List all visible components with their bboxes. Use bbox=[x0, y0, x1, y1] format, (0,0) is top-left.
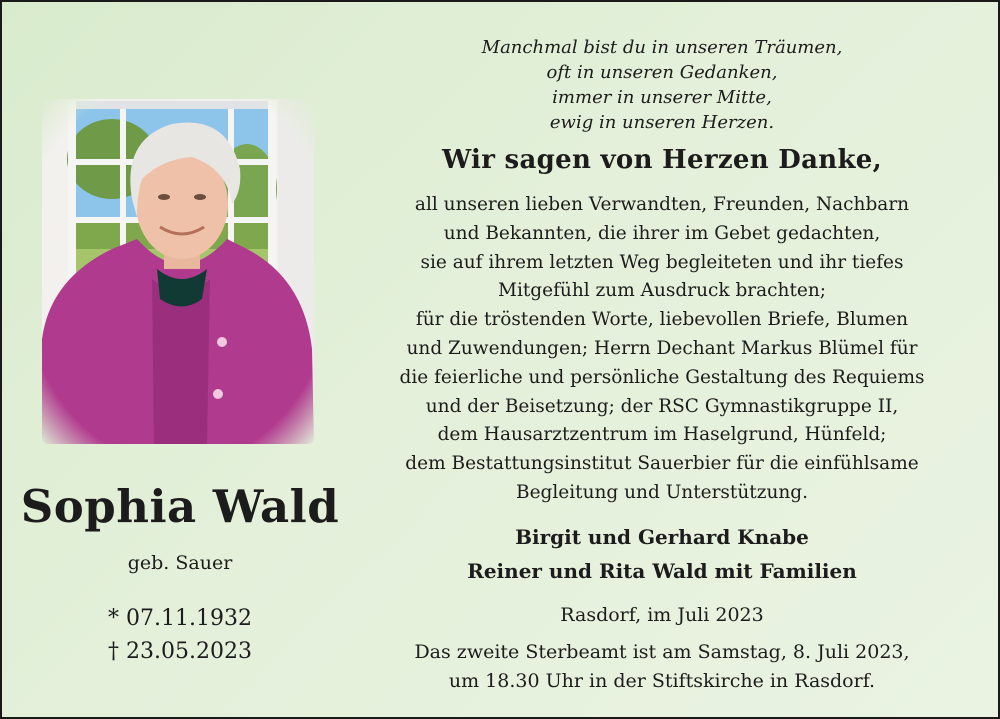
portrait-photo bbox=[42, 99, 314, 444]
thanks-text bbox=[382, 191, 942, 508]
thanks-line: und Bekannten, die ihrer im Gebet gedachten, bbox=[443, 222, 881, 244]
poem-line: oft in unseren Gedanken, bbox=[546, 62, 778, 83]
thanks-line: Mitgefühl zum Ausdruck brachten; bbox=[498, 280, 826, 302]
poem-line: ewig in unseren Herzen. bbox=[549, 112, 775, 133]
place-date: Rasdorf, im Juli 2023 bbox=[560, 604, 764, 626]
service-notice bbox=[382, 638, 942, 696]
thanks-line: und Zuwendungen; Herrn Dechant Markus Blümel für bbox=[406, 337, 918, 359]
thanks-headline: Wir sagen von Herzen Danke, bbox=[441, 145, 882, 175]
thanks-line: dem Hausarztzentrum im Haselgrund, Hünfeld; bbox=[437, 424, 887, 446]
signer-line: Reiner und Rita Wald mit Familien bbox=[467, 559, 857, 583]
thanks-line: die feierliche und persönliche Gestaltung des Requiems bbox=[399, 366, 925, 388]
death-date: † 23.05.2023 bbox=[108, 639, 252, 664]
thanks-line: und der Beisetzung; der RSC Gymnastikgruppe II, bbox=[425, 395, 899, 417]
signers bbox=[382, 520, 942, 588]
notice-line: um 18.30 Uhr in der Stiftskirche in Rasdorf. bbox=[448, 670, 876, 692]
poem-line: Manchmal bist du in unseren Träumen, bbox=[481, 37, 843, 58]
thanks-line: dem Bestattungsinstitut Sauerbier für die einfühlsame bbox=[405, 453, 919, 475]
poem-line: immer in unserer Mitte, bbox=[552, 87, 772, 108]
notice-line: Das zweite Sterbeamt ist am Samstag, 8. Juli 2023, bbox=[414, 641, 910, 663]
maiden-name: geb. Sauer bbox=[127, 552, 233, 574]
poem bbox=[382, 35, 942, 135]
thanks-line: sie auf ihrem letzten Weg begleiteten und ihr tiefes bbox=[420, 251, 904, 273]
deceased-name: Sophia Wald bbox=[20, 480, 340, 533]
thanks-line: für die tröstenden Worte, liebevollen Briefe, Blumen bbox=[415, 309, 909, 331]
signer-line: Birgit und Gerhard Knabe bbox=[515, 525, 809, 549]
portrait-photo-icon bbox=[42, 99, 314, 444]
birth-date: * 07.11.1932 bbox=[108, 606, 252, 631]
thanks-line: Begleitung und Unterstützung. bbox=[515, 481, 809, 503]
life-dates bbox=[2, 602, 358, 668]
thanks-line: all unseren lieben Verwandten, Freunden, Nachbarn bbox=[414, 194, 910, 215]
